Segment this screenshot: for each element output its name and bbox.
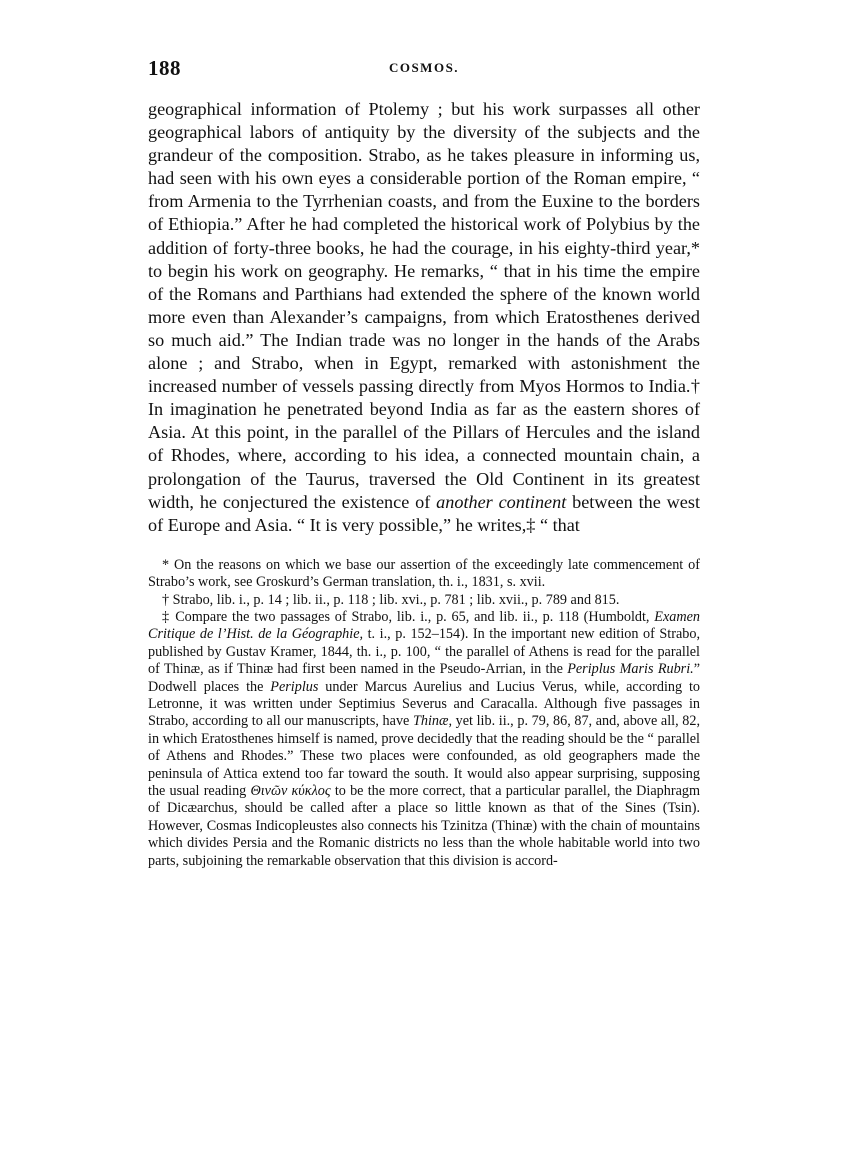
footnote-3-text: yet lib. ii., p. 79, 86, 87, and, above all, 82, in which Eratosthenes himself is named, prove decidedly that the reading should be the “ parallel of Athens and Rhodes.” These two places were confounded, as old geographers made the peninsula of Attica extend too far toward the south. It would also appear surprising, supposing the usual reading (148, 713, 700, 800)
footnotes (148, 557, 700, 870)
running-head: COSMOS. (388, 60, 460, 75)
footnote-3-italic: Periplus (270, 678, 319, 695)
main-text-part-2: between the west of Europe and Asia. “ It is very possible,” he writes,‡ “ that (148, 491, 701, 535)
footnote-3-text: ‡ Compare the two passages of Strabo, lib. i., p. 65, and lib. ii., p. 118 (Humboldt, (162, 609, 655, 625)
footnote-3-italic: Thinæ, (412, 713, 452, 730)
footnote-3 (148, 609, 700, 870)
main-paragraph (148, 98, 700, 537)
footnote-3-greek: Θινῶν κύκλος (250, 783, 331, 800)
page-header (148, 56, 700, 90)
main-text-part-1: geographical information of Ptolemy ; but his work surpasses all other geographical labors of antiquity by the diversity of the subjects and the grandeur of the composition. Strabo, as he takes pleasure in informing us, had seen with his own eyes a considerable portion of the Roman empire, “ from Armenia to the Tyrrhenian coasts, and from the Euxine to the borders of Ethiopia.” After he had completed the historical work of Polybius by the addition of forty-three books, he had the courage, in his eighty-third year,* to begin his work on geography. He remarks, “ that in his time the empire of the Romans and Parthians had extended the sphere of the known world more even than Alexander’s campaigns, from which Eratosthenes derived so much aid.” The Indian trade was no longer in the hands of the Arabs alone ; and Strabo, when in Egypt, remarked with astonishment the increased number of vessels passing directly from Myos Hormos to India.† In imagination he penetrated beyond India as far as the eastern shores of Asia. At this point, in the parallel of the Pillars of Hercules and the island of Rhodes, where, according to his idea, a connected mountain chain, a prolongation of the Taurus, traversed the Old Continent in its greatest width, he conjectured the existence of (148, 99, 700, 512)
footnote-3-text: under Marcus Aurelius and Lucius Verus, while, according to Letronne, it was written under Septimius Severus and Caracalla. Although five passages in Strabo, according to all our manuscripts, have (148, 678, 700, 730)
footnote-1: * On the reasons on which we base our assertion of the exceedingly late commencement of Strabo’s work, see Groskurd’s German translation, th. i., 1831, s. xvii. (148, 556, 700, 591)
footnote-3-italic: Examen Critique de l’Hist. de la Géographie, (148, 609, 700, 643)
footnote-3-text: ” Dodwell places the (148, 661, 700, 695)
book-page (148, 56, 700, 870)
footnote-3-italic: Periplus Maris Rubri. (567, 661, 694, 678)
footnote-2: † Strabo, lib. i., p. 14 ; lib. ii., p. 118 ; lib. xvi., p. 781 ; lib. xvii., p. 789 and 815. (162, 591, 620, 608)
page-number: 188 (148, 56, 181, 80)
footnote-3-text: to be the more correct, that a particular parallel, the Diaphragm of Dicæarchus, should be called after a place so little known as that of the Sines (Tsin). However, Cosmas Indicopleustes also connects his Tzinitza (Thinæ) with the chain of mountains which divides Persia and the Romanic districts no less than the whole habitable world into two parts, subjoining the remarkable observation that this division is accord- (148, 783, 700, 869)
main-text-emphasis: another continent (436, 491, 567, 512)
footnote-3-text: t. i., p. 152–154). In the important new edition of Strabo, published by Gustav Kramer, 1844, th. i., p. 100, “ the parallel of Athens is read for the parallel of Thinæ, as if Thinæ had first been named in the Pseudo-Arrian, in the (148, 626, 700, 678)
